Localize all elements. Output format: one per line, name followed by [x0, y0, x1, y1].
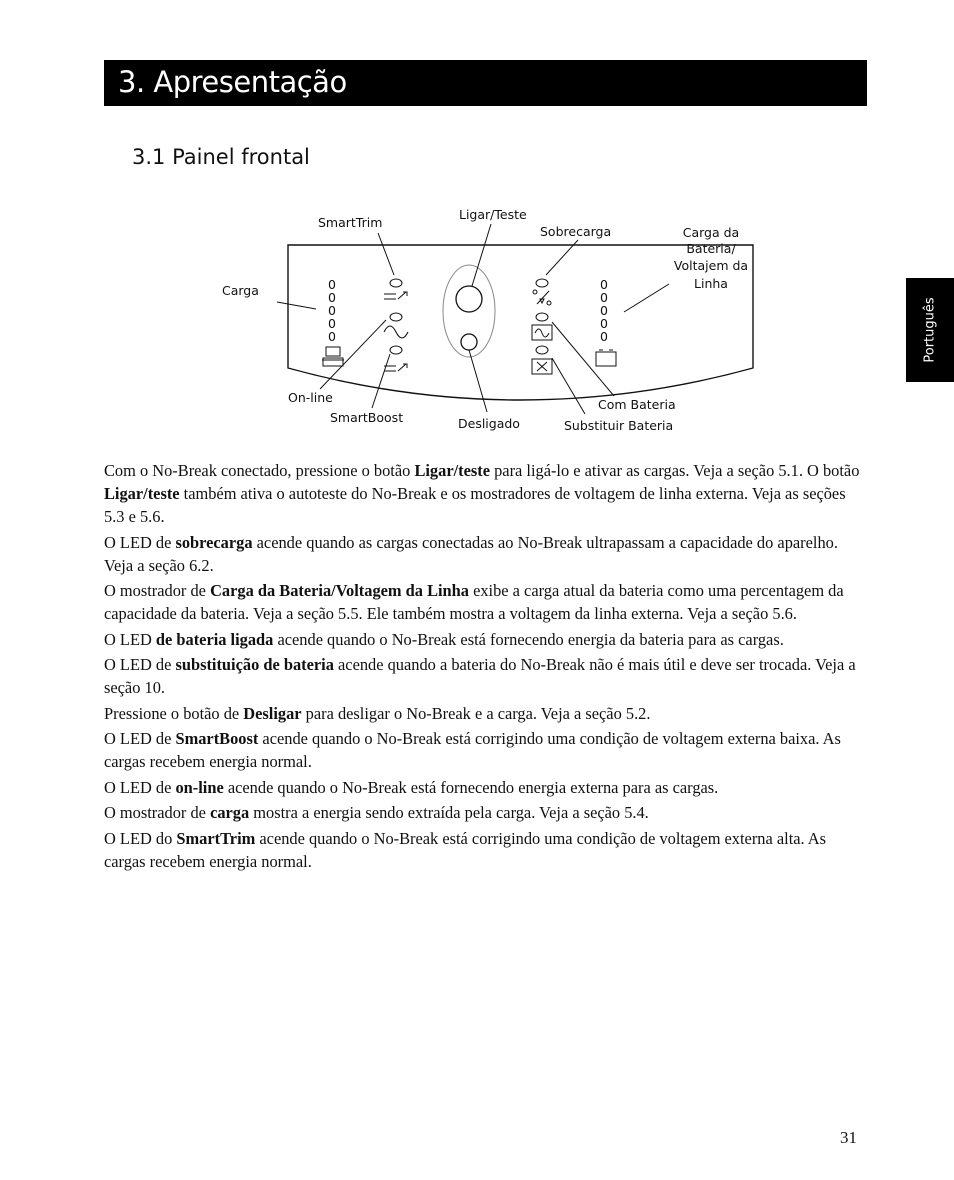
paragraph — [104, 628, 864, 651]
bold-term: on-line — [175, 777, 224, 797]
bold-term: substituição de bateria — [175, 655, 334, 674]
text-run: acende quando as cargas conectadas ao No-Break ultrapassam a capacidade do aparelho. Veja a seção 6.2. — [104, 532, 838, 575]
text-run: O LED do — [104, 828, 177, 848]
bold-term: Desligar — [243, 703, 302, 723]
power-on-test-button — [456, 286, 482, 312]
load-led: 0 — [328, 290, 336, 305]
page-number: 31 — [840, 1128, 857, 1147]
text-run: O mostrador de — [104, 803, 211, 822]
battery-charge-led-column — [600, 277, 608, 344]
smartboost-led — [390, 346, 402, 354]
label-carga-bateria-line1: Carga da — [682, 225, 740, 240]
text-run: O LED de — [104, 655, 176, 674]
text-run: O LED de — [104, 777, 176, 797]
label-carga-bateria-line4: Linha — [694, 276, 728, 291]
computer-load-icon — [322, 347, 344, 366]
battery-icon — [596, 350, 616, 366]
label-carga-bateria-line2: Bateria/ — [686, 241, 736, 256]
paragraph — [104, 702, 864, 725]
language-tab-label: Português — [922, 297, 938, 363]
button-recess — [443, 265, 495, 357]
text-run: Com o No-Break conectado, pressione o botão — [104, 461, 415, 480]
text-run: acende quando o No-Break está fornecendo energia externa para as cargas. — [223, 777, 719, 797]
label-carga-bateria-line3: Voltajem da — [673, 258, 749, 273]
bold-term: carga — [210, 803, 250, 822]
bold-term: Carga da Bateria/Voltagem da Linha — [210, 581, 469, 600]
replace-battery-led — [536, 346, 548, 354]
bold-term: sobrecarga — [175, 532, 253, 552]
overload-led — [536, 279, 548, 287]
battery-charge-led: 0 — [600, 277, 608, 292]
text-run: Pressione o botão de — [104, 703, 244, 723]
text-run: mostra a energia sendo extraída pela carga. Veja a seção 5.4. — [249, 803, 649, 822]
replace-battery-icon — [532, 359, 552, 374]
battery-sine-icon — [532, 325, 552, 340]
text-run: O mostrador de — [104, 581, 211, 600]
sine-wave-icon — [384, 326, 408, 338]
label-online: On-line — [288, 390, 333, 405]
text-run: para ligá-lo e ativar as cargas. Veja a seção 5.1. O botão — [490, 461, 860, 480]
load-led: 0 — [328, 329, 336, 344]
bold-term: SmartBoost — [175, 729, 259, 748]
bold-term: Ligar/teste — [414, 461, 490, 480]
bold-term: de bateria ligada — [155, 629, 274, 649]
text-run: exibe a carga atual da bateria como uma percentagem da capacidade da bateria. Veja a seção 5.5. Ele também mostra a voltagem da linha externa. Veja a seção 5.6. — [104, 581, 844, 623]
bold-term: SmartTrim — [176, 828, 256, 848]
paragraph — [104, 727, 864, 773]
smarttrim-icon — [384, 292, 407, 299]
on-battery-led — [536, 313, 548, 321]
text-run: O LED de — [104, 532, 176, 552]
overload-icon — [533, 290, 551, 305]
paragraph — [104, 776, 864, 799]
text-run: para desligar o No-Break e a carga. Veja a seção 5.2. — [301, 703, 651, 723]
body-text — [104, 459, 864, 875]
bold-term: Ligar/teste — [104, 484, 180, 503]
battery-charge-led: 0 — [600, 329, 608, 344]
battery-charge-led: 0 — [600, 290, 608, 305]
text-run: acende quando o No-Break está corrigindo uma condição de voltagem externa alta. As cargas recebem energia normal. — [104, 828, 827, 871]
paragraph — [104, 531, 864, 577]
label-desligado: Desligado — [458, 416, 520, 431]
power-off-button — [461, 334, 477, 350]
paragraph — [104, 801, 864, 824]
text-run: O LED — [104, 629, 156, 649]
paragraph — [104, 459, 864, 528]
load-led: 0 — [328, 277, 336, 292]
smarttrim-led — [390, 279, 402, 287]
smartboost-icon — [384, 364, 407, 371]
text-run: acende quando a bateria do No-Break não é mais útil e deve ser trocada. Veja a seção 10. — [104, 655, 856, 697]
section-title: 3.1 Painel frontal — [132, 145, 310, 169]
text-run: acende quando o No-Break está corrigindo uma condição de voltagem externa baixa. As cargas recebem energia normal. — [104, 729, 841, 771]
label-smartboost: SmartBoost — [330, 410, 404, 425]
paragraph — [104, 579, 864, 625]
paragraph — [104, 827, 864, 873]
label-carga: Carga — [222, 283, 259, 298]
load-led-column — [328, 277, 336, 344]
text-run: acende quando o No-Break está fornecendo energia da bateria para as cargas. — [273, 629, 784, 649]
label-ligar-teste: Ligar/Teste — [459, 207, 527, 222]
label-com-bateria: Com Bateria — [598, 397, 676, 412]
paragraph — [104, 653, 864, 699]
label-sobrecarga: Sobrecarga — [540, 224, 612, 239]
battery-charge-led: 0 — [600, 303, 608, 318]
text-run: O LED de — [104, 729, 176, 748]
front-panel-diagram — [0, 0, 954, 460]
load-led: 0 — [328, 303, 336, 318]
text-run: também ativa o autoteste do No-Break e os mostradores de voltagem de linha externa. Veja as seções 5.3 e 5.6. — [104, 484, 846, 526]
label-substituir-bateria: Substituir Bateria — [564, 418, 674, 433]
online-led — [390, 313, 402, 321]
chapter-title: 3. Apresentação — [118, 65, 347, 99]
battery-charge-led: 0 — [600, 316, 608, 331]
label-smarttrim: SmartTrim — [318, 215, 383, 230]
load-led: 0 — [328, 316, 336, 331]
